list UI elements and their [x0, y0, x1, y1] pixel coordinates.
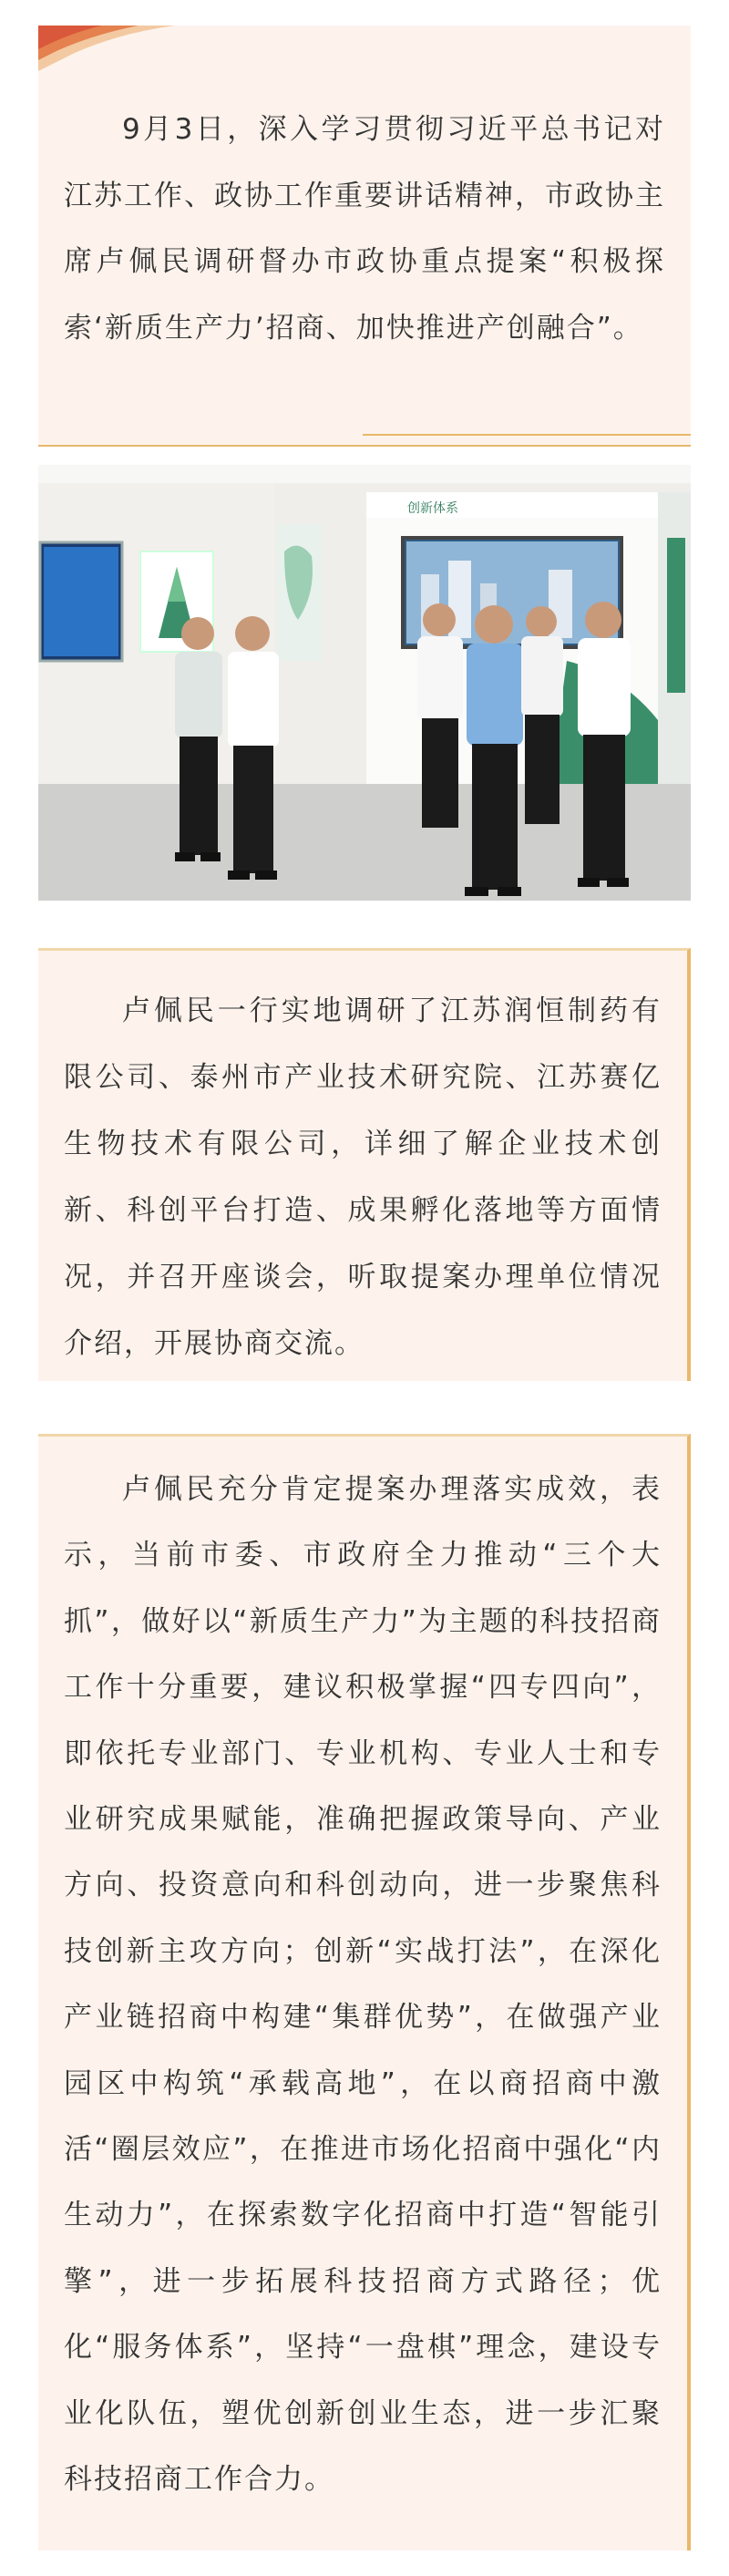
remarks-card — [38, 1434, 691, 2550]
person-5 — [521, 606, 563, 824]
person-6 — [578, 602, 631, 887]
remarks-paragraph: 卢佩民充分肯定提案办理落实成效，表示，当前市委、市政府全力推动“三个大抓”，做好以“新质生产力”为主题的科技招商工作十分重要，建议积极掌握“四专四向”，即依托专业部门、专业机构、专业人士和专业研究成果赋能，准确把握政策导向、产业方向、投资意向和科创动向，进一步聚焦科技创新主攻方向；创新“实战打法”，在深化产业链招商中构建“集群优势”，在做强产业园区中构筑“承载高地”，在以商招商中激活“圈层效应”，在推进市场化招商中强化“内生动力”，在探索数字化招商中打造“智能引擎”，进一步拓展科技招商方式路径；优化“服务体系”，坚持“一盘棋”理念，建设专业化队伍，塑优创新创业生态，进一步汇聚科技招商工作合力。 — [64, 1473, 662, 2497]
news-photo — [38, 465, 691, 901]
intro-card — [38, 26, 691, 447]
divider — [363, 434, 691, 436]
person-1 — [175, 617, 222, 861]
person-2 — [228, 616, 279, 880]
wall-sign: 创新体系 — [407, 501, 458, 516]
visit-card — [38, 948, 691, 1381]
corner-decoration — [38, 26, 175, 80]
visit-paragraph: 卢佩民一行实地调研了江苏润恒制药有限公司、泰州市产业技术研究院、江苏赛亿生物技术有限公司，详细了解企业技术创新、科创平台打造、成果孵化落地等方面情况，并召开座谈会，听取提案办理单位情况介绍，开展协商交流。 — [64, 994, 662, 1360]
person-3 — [417, 603, 463, 828]
person-4 — [465, 605, 523, 896]
intro-paragraph: 9月3日，深入学习贯彻习近平总书记对江苏工作、政协工作重要讲话精神，市政协主席卢佩民调研督办市政协重点提案“积极探索‘新质生产力’招商、加快推进产创融合”。 — [64, 113, 665, 345]
